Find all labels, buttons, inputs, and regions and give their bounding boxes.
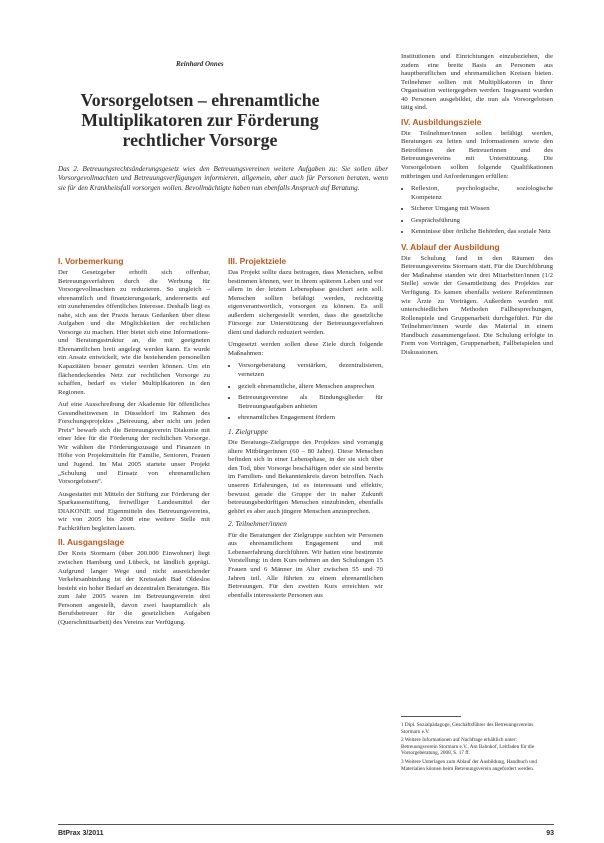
paragraph: Das Projekt sollte dazu beitragen, dass Menschen, selbst bestimmen können, wer in ihrem späteren Leben und vor allem in der letzten Lebensphase gesichert sein soll. Menschen sollten befähigt werden, rechtzeitig eigenverantwortlich, vorsorgen zu können. Es soll außerdem sichergestellt werden, dass die gesetzliche Fürsorge zur Unterstützung der Betreuungsverfahren dient und dadurch reduziert werden. bbox=[228, 269, 383, 336]
list-item: • Kenntnisse über örtliche Behörden, das soziale Netz bbox=[411, 228, 553, 237]
article-lead: Das 2. Betreuungsrechtsänderungsgesetz wies den Betreuungsvereinen weitere Aufgaben zu: Sie sollen über Vorsorgevollmachten und Betreuungsverfügungen informieren, allgemein, aber auch für Personen beraten, wenn sie für den Krankheitsfall vorsorgen wollen. Bevollmächtigte haben nun ebenfalls Anspruch auf Beratung. bbox=[58, 165, 388, 192]
list-item: • Sicherer Umgang mit Wissen bbox=[411, 205, 553, 214]
paragraph: Für die Beratungen der Zielgruppe suchten wir Personen aus ehrenamtlichem Engagement und mit Lebenserfahrung durchführen. Wir hatten eine bestimmte Vorstellung: in dem Kurs nehmen an den Schulungen 15 Frauen und 6 Männer im Alter zwischen 55 und 70 Jahren teil. Alle führten zu einem ehrenamtlichen Betreuungen. Für den zweiten Kurs erreichten wir ebenfalls interessierte Personen aus bbox=[228, 531, 383, 599]
footer-divider bbox=[58, 824, 554, 825]
paragraph: Die Teilnehmer/innen sollen befähigt werden, Beratungen zu leiten und Informationen sowie den Betroffenen der Betreuerinnen und des Betreuungsvereins mit Unterstützung. Die Vorsorgelotsen sollten folgende Qualifikationen mitbringen und Anforderungen erfüllen: bbox=[401, 129, 553, 180]
paragraph: Der Kreis Stormarn (über 200.000 Einwohner) liegt zwischen Hamburg und Lübeck, ist ländlich geprägt. Aufgrund langer Wege und nicht ausreichender Verkehrsanbindung ist der Kreisstadt Bad Oldesloe besteht ein hoher Bedarf an dezentralen Beratungen. Bis zum Jahr 2005 waren im Betreuungsverein drei Personen angestellt, davon zwei hauptamtlich als Berufsbetreuer für die gesetzlichen Aufgaben (Querschnittsarbeit) des Vereins zur Verfügung. bbox=[58, 550, 210, 626]
list-item: • gezielt ehrenamtliche, ältere Menschen ansprechen bbox=[238, 383, 383, 392]
list-item: • Betreuungsvereine als Bindungsglieder für Betreuungsaufgaben anbieten bbox=[238, 394, 383, 411]
section-heading: V. Ablauf der Ausbildung bbox=[401, 241, 500, 252]
paragraph: Die Schulung fand in den Räumen des Betreuungsvereins Stormarn statt. Für die Durchführung der Maßnahme standen wir drei Mitarbeiter/innen (1/2 Stelle) sowie der Gesamtleitung des Projektes zur Verfügung. Es kamen ebenfalls weitere Referentinnen wie Ärzte zu Vorträgen. Außerdem wurden mit unterschiedlichen Methoden Fallbesprechungen, Rollenspiele und Gruppenarbeit durchgeführt. Für die Teilnehmer/innen wurde das Material in einem Handbuch zusammengefasst. Die Schulung erfolgte in Form von Vorträgen, Gruppenarbeit, Fallbeispielen und Diskussionen. bbox=[401, 254, 553, 356]
section-heading: II. Ausgangslage bbox=[58, 537, 125, 548]
list-item: • Vorsorgeberatung verstärken, dezentralisieren, vernetzen bbox=[238, 362, 383, 379]
column-3 bbox=[401, 53, 553, 361]
footnote: 3 Weitere Unterlagen zum Ablauf der Ausbildung, Handbuch und Materialien können beim Betreuungsverein angefordert werden. bbox=[401, 758, 537, 772]
section-heading: IV. Ausbildungsziele bbox=[401, 116, 482, 127]
paragraph: Auf eine Ausschreibung der Akademie für öffentliches Gesundheitswesen in Düsseldorf im Rahmen des Forschungsprojektes „Betreuung, aber nicht um jeden Preis“ bewarb sich die Betreuungsverein Diakonie mit einer Idee für die Förderung der rechtlichen Vorsorge. Wir wählten die Förderungszusage und Finanzen in Höhe von Projektmitteln für Familie, Senioren, Frauen und Jugend. Im Mai 2005 startete unser Projekt „Schulung und Einsatz von ehrenamtlichen Vorsorgelotsen“. bbox=[58, 401, 210, 486]
article-title: Vorsorgelotsen – ehrenamtliche Multiplikatoren zur Förderung rechtlicher Vorsorge bbox=[80, 90, 320, 150]
list-item: • Gesprächsführung bbox=[411, 217, 553, 226]
subsection-heading: 1. Zielgruppe bbox=[228, 426, 268, 436]
qualifications-list bbox=[401, 185, 553, 237]
footnotes bbox=[401, 722, 553, 774]
paragraph: Der Gesetzgeber erhofft sich offenbar, Betreuungsverfahren durch die Werbung für Vorsorgevollmachten zu reduzieren. So ungleich – ehrenamtlich und finanzierungsstark, andererseits auf ein zunehmendes öffentliches Interesse. Deshalb liegt es nahe, sich aus der Praxis heraus Gedanken über diese Aufgaben und die Möglichkeiten der rechtlichen Vorsorge zu machen. Hier bietet sich eine Informations- und Beratungsstruktur an, die mit geeigneten Ehrenamtlichen breit angelegt werden kann. Es wurde ein Ansatz entwickelt, wie die bestehenden personellen Kapazitäten besser genutzt werden können. Um ein flächendeckendes Netz zur rechtlichen Vorsorge zu schaffen, bedarf es vieler Multiplikatoren in den Regionen. bbox=[58, 269, 210, 396]
paragraph: Umgesetzt werden sollen diese Ziele durch folgende Maßnahmen: bbox=[228, 341, 383, 357]
paragraph: Institutionen und Einrichtungen einzubeziehen, die zudem eine breite Basis an Personen aus hauptberuflichen und ehrenamtlichen Kreisen bieten. Teilnehmer sollten mit Multiplikatoren in Ihrer Organisation weitergegeben werden. Insgesamt wurden 40 Personen ausgebildet, die nun als Vorsorgelotsen tätig sind. bbox=[401, 53, 553, 112]
page-number: 93 bbox=[546, 830, 554, 837]
paragraph: Ausgestattet mit Mitteln der Stiftung zur Förderung der Sparkassenstiftung, freiwilliger Landesmittel der DIAKONIE und Eigenmitteln des Betreuungsvereins, wir von 2005 bis 2008 eine weitere Stelle mit Fachkräften begleiten lassen. bbox=[58, 490, 210, 532]
measures-list bbox=[228, 362, 383, 422]
section-heading: III. Projektziele bbox=[228, 256, 287, 266]
footnote: 2 Weitere Informationen auf Nachfrage erhältlich unter: Betreuungsverein Stormarn e.V., Am Bahnhof, Leitfaden für die Vorsorgeberatung, 2008, S. 17 ff. bbox=[401, 737, 535, 757]
footnote: 1 Dipl. Sozialpädagoge, Geschäftsführer des Betreuungsvereins Stormarn e.V. bbox=[401, 722, 534, 735]
list-item: • Reflexion, psychologische, soziologische Kompetenz bbox=[411, 185, 553, 202]
journal-issue: BtPrax 3/2011 bbox=[58, 830, 104, 837]
paragraph: Die Beratungs-Zielgruppe des Projektes sind vorrangig ältere Mitbürgerinnen (60 – 80 Jahre). Diese Menschen befinden sich in einer Lebensphase, in der sie sich über den Tod, über Vorsorge beschäftigen oder sie sind bereits im Familien- und Bekanntenkreis davon betroffen. Nach unseren Erfahrungen, ist es interessant und effektiv, bewusst gerade die Gruppe der in naher Zukunft betreuungsbedürftigen Menschen einzubinden, ebenfalls gehört es aber auch jüngere Menschen anzusprechen. bbox=[228, 439, 383, 515]
footnote-divider bbox=[401, 716, 461, 717]
column-2 bbox=[228, 256, 383, 604]
column-1 bbox=[58, 256, 210, 631]
list-item: • ehrenamtliches Engagement fördern bbox=[238, 414, 383, 423]
author-name: Reinhard Onnes bbox=[176, 60, 224, 68]
subsection-heading: 2. Teilnehmer/innen bbox=[228, 519, 287, 529]
section-heading: I. Vorbemerkung bbox=[58, 256, 124, 266]
